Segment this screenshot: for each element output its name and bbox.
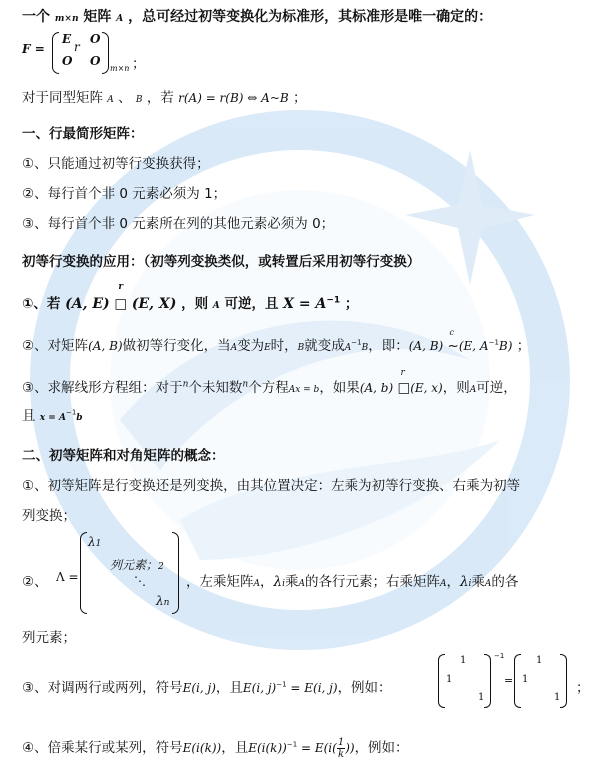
application-1 (22, 282, 359, 312)
lambda-n: λ (156, 594, 164, 608)
application-3-cont (22, 404, 83, 424)
numerator: 1 (337, 736, 345, 748)
math-formula: = E(i( (297, 741, 337, 755)
denominator: k (337, 748, 345, 760)
text: ，若 (146, 90, 174, 106)
left-paren (438, 654, 445, 708)
text: ，例如： (337, 680, 392, 696)
text: ； (132, 56, 146, 72)
rule-3: ③、每行首个非 0 元素所在列的其他元素必须为 0； (22, 216, 335, 232)
intro-line (22, 6, 492, 26)
subscript: n (163, 598, 170, 608)
text: 时， (270, 338, 298, 354)
text: 乘 (471, 574, 485, 590)
matrix-entry: 1 (554, 692, 561, 703)
text: 一个 (22, 9, 50, 25)
math-formula: = E(i, j) (286, 681, 338, 695)
box-glyph: □ (114, 296, 128, 312)
rule-1: ①、只能通过初等行变换获得； (22, 156, 210, 172)
concept-4 (22, 736, 409, 760)
text: 变为 (237, 338, 265, 354)
math-O: O (90, 32, 101, 46)
math-formula: (A, B) (408, 339, 444, 353)
box-glyph: □ (397, 380, 411, 396)
text: ， (260, 574, 274, 590)
applications-title: 初等行变换的应用：（初等列变换类似，或转置后采用初等行变换） (22, 254, 421, 270)
math-dim: m×n (54, 14, 79, 24)
text: ，且 (221, 740, 249, 756)
section2-title: 二、初等矩阵和对角矩阵的概念： (22, 448, 225, 464)
text: 且 (22, 408, 36, 424)
math-A: A (116, 14, 124, 24)
math-formula: B) (498, 339, 513, 353)
rule-2: ②、每行首个非 0 元素必须为 1； (22, 186, 227, 202)
diagonal-dots: ⋱ (134, 574, 146, 588)
text: 的各 (491, 574, 519, 590)
text: ，例如： (354, 740, 409, 756)
text: ①、若 (22, 296, 61, 312)
math-formula: (A, B) (88, 339, 123, 353)
text: 的各行元素；右乘矩阵 (304, 574, 440, 590)
lambda-1: λ (88, 535, 96, 549)
text: ，即： (368, 338, 409, 354)
same-type-line (22, 86, 307, 106)
math-A: A (469, 385, 477, 395)
math-B: B (361, 343, 369, 353)
math-O: O (90, 54, 101, 68)
subscript: 2 (158, 562, 164, 572)
equals: = (504, 674, 514, 687)
text: 可逆， (476, 380, 517, 396)
math-A: A (298, 579, 305, 589)
math-n: n (182, 379, 189, 390)
math-formula: (E, X) (131, 296, 177, 312)
text: ②、对矩阵 (22, 338, 89, 354)
text: ④、倍乘某行或某列，符号 (22, 740, 183, 756)
math-O: O (62, 54, 73, 68)
left-paren (514, 654, 521, 708)
math-A: A (439, 579, 447, 589)
math-F: F = (22, 42, 45, 56)
concept-2-line2: 列元素； (22, 630, 76, 646)
math-formula: (E, x) (410, 381, 443, 395)
math-B: B (135, 95, 143, 105)
application-2 (22, 328, 531, 354)
concept-1-line2: 列变换； (22, 508, 76, 524)
math-A: A (344, 343, 352, 353)
matrix-entry: 1 (478, 692, 485, 703)
tilde-glyph: ~ (447, 338, 459, 354)
superscript: −1 (65, 408, 77, 417)
superscript: −1 (351, 338, 362, 347)
math-formula: (A, b) (359, 381, 394, 395)
math-formula: r(A) = r(B) ⇔ A~B (178, 91, 289, 105)
text: ，则 (181, 296, 209, 312)
superscript: −1 (494, 652, 505, 660)
math-B: B (297, 343, 305, 353)
math-n: n (242, 379, 249, 390)
math-equation: Ax = b (288, 385, 320, 395)
text: ； (516, 338, 531, 354)
math-formula: (E, A (458, 339, 489, 353)
right-paren (484, 654, 491, 708)
text: 个方程 (248, 380, 289, 396)
subscript: 1 (95, 539, 102, 549)
math-A: A (212, 301, 220, 311)
concept-1-line1: ①、初等矩阵是行变换还是列变换，由其位置决定：左乘为初等行变换、右乘为初等 (22, 478, 521, 494)
math-subscript: m×n (110, 64, 130, 73)
text: 就变成 (304, 338, 345, 354)
lambda-i: λ (273, 574, 283, 590)
right-paren (172, 532, 179, 614)
math-formula: (A, E) (65, 296, 110, 312)
subscript: i (468, 579, 472, 589)
application-3 (22, 368, 517, 396)
left-paren (52, 32, 59, 74)
text: ，左乘矩阵 (186, 574, 254, 590)
matrix-entry: 1 (446, 674, 453, 685)
math-E: E (62, 32, 72, 46)
right-paren (560, 654, 567, 708)
text: ，总可经过初等变换化为标准形，其标准形是唯一确定的： (128, 9, 493, 25)
lambda-i: λ (459, 574, 469, 590)
right-paren (102, 32, 109, 74)
math-formula: )) (345, 741, 355, 755)
text: ③、求解线形方程组：对于 (22, 380, 183, 396)
math-formula: x = A (39, 413, 66, 423)
fraction (337, 737, 345, 760)
text: ， (446, 574, 460, 590)
math-r: r (400, 368, 405, 378)
section1-title: 一、行最简形矩阵： (22, 126, 144, 142)
math-A: A (484, 579, 492, 589)
superscript: −1 (276, 680, 287, 689)
math-formula: E(i, j) (182, 681, 216, 695)
lambda-2: 列元素； (110, 558, 159, 572)
text: 做初等行变化，当 (122, 338, 231, 354)
text: 对于同型矩阵 (22, 90, 103, 106)
text: ； (344, 296, 359, 312)
math-c: c (449, 328, 455, 337)
math-formula: E(i, j) (242, 681, 277, 695)
math-formula: X = A (283, 296, 327, 312)
text: 矩阵 (83, 9, 112, 25)
math-E: E (264, 343, 271, 353)
text: 可逆，且 (224, 296, 279, 312)
math-formula: E(i(k)) (182, 741, 222, 755)
text: ，则 (442, 380, 470, 396)
math-b: b (76, 413, 83, 423)
text: ，且 (215, 680, 243, 696)
math-r: r (74, 40, 80, 54)
matrix-entry: 1 (460, 655, 467, 666)
math-A: A (253, 579, 260, 589)
text: ； (576, 680, 590, 696)
math-formula: E(i(k)) (248, 741, 287, 755)
left-paren (80, 532, 87, 614)
math-A: A (230, 343, 238, 353)
text: ； (293, 90, 307, 106)
text: ②、 (22, 574, 48, 590)
matrix-entry: 1 (522, 674, 529, 685)
superscript: −1 (326, 295, 341, 306)
superscript: −1 (488, 338, 499, 347)
math-A: A (107, 95, 114, 105)
text: ③、对调两行或两列，符号 (22, 680, 183, 696)
math-lambda-eq: Λ = (56, 570, 79, 584)
text: 、 (118, 90, 132, 106)
superscript: −1 (286, 740, 298, 749)
subscript: i (282, 579, 285, 589)
text: 个未知数 (188, 380, 243, 396)
matrix-entry: 1 (536, 655, 543, 666)
text: ，如果 (319, 380, 360, 396)
text: 乘 (284, 574, 299, 590)
math-r: r (118, 282, 124, 292)
